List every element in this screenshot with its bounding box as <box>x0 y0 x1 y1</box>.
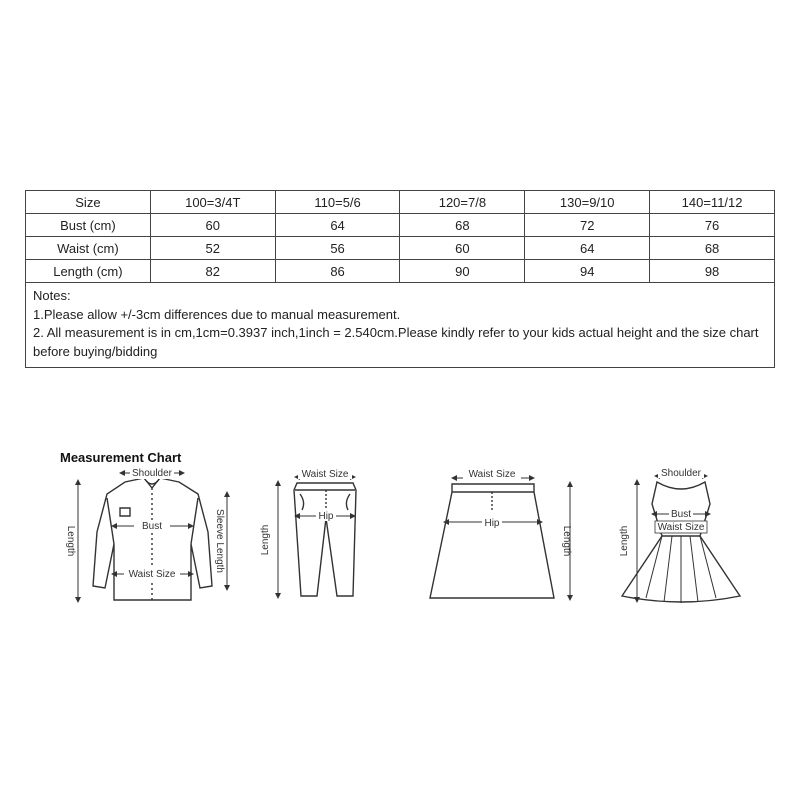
shirt-collar-icon <box>144 478 160 488</box>
table-cell: 68 <box>400 214 525 237</box>
table-cell: 86 <box>275 260 400 283</box>
skirt-length-label: Length <box>561 525 572 557</box>
dress-illustration <box>622 476 740 603</box>
table-cell: 64 <box>275 214 400 237</box>
table-cell: 72 <box>525 214 650 237</box>
header-cell: 120=7/8 <box>400 191 525 214</box>
header-cell: 100=3/4T <box>150 191 275 214</box>
shirt-armhole-right-icon <box>191 498 198 544</box>
dress-bust-label: Bust <box>670 509 692 520</box>
row-label: Length (cm) <box>26 260 151 283</box>
dress-shoulder-label: Shoulder <box>660 468 702 479</box>
table-row <box>26 214 775 237</box>
pants-pocket-right-icon <box>346 494 350 510</box>
header-cell: Size <box>26 191 151 214</box>
skirt-waist-label: Waist Size <box>468 469 516 480</box>
table-cell: 60 <box>400 237 525 260</box>
notes-cell <box>26 283 775 368</box>
shirt-bust-label: Bust <box>141 521 163 532</box>
header-cell: 110=5/6 <box>275 191 400 214</box>
shirt-armhole-left-icon <box>107 498 114 544</box>
table-row <box>26 260 775 283</box>
dress-length-label: Length <box>619 525 630 557</box>
table-cell: 90 <box>400 260 525 283</box>
shirt-sleeve-label: Sleeve Length <box>214 509 225 573</box>
shirt-length-label: Length <box>65 525 76 557</box>
pants-pocket-left-icon <box>300 494 304 510</box>
dress-pleats-icon <box>646 536 716 603</box>
table-cell: 52 <box>150 237 275 260</box>
notes-line-1: 1.Please allow +/-3cm differences due to manual measurement. <box>33 306 401 322</box>
notes-title: Notes: <box>33 288 71 303</box>
table-header-row <box>26 191 775 214</box>
skirt-illustration <box>430 478 570 598</box>
measurement-chart-illustrations <box>50 446 760 616</box>
measurement-chart-title: Measurement Chart <box>60 450 182 465</box>
shirt-illustration <box>78 473 227 600</box>
dress-waist-label: Waist Size <box>657 522 705 533</box>
shirt-waist-label: Waist Size <box>128 569 176 580</box>
table-cell: 68 <box>650 237 775 260</box>
row-label: Bust (cm) <box>26 214 151 237</box>
table-cell: 64 <box>525 237 650 260</box>
shirt-shoulder-label: Shoulder <box>131 468 173 479</box>
notes-row <box>26 283 775 368</box>
table-cell: 60 <box>150 214 275 237</box>
table-cell: 98 <box>650 260 775 283</box>
pants-waist-label: Waist Size <box>301 469 349 480</box>
table-row <box>26 237 775 260</box>
measurement-chart <box>50 446 760 616</box>
row-label: Waist (cm) <box>26 237 151 260</box>
shirt-pocket-icon <box>120 508 130 516</box>
header-cell: 130=9/10 <box>525 191 650 214</box>
table-cell: 76 <box>650 214 775 237</box>
table-cell: 56 <box>275 237 400 260</box>
skirt-hip-label: Hip <box>484 518 500 529</box>
table-cell: 82 <box>150 260 275 283</box>
pants-hip-label: Hip <box>318 511 334 522</box>
header-cell: 140=11/12 <box>650 191 775 214</box>
table-cell: 94 <box>525 260 650 283</box>
pants-length-label: Length <box>260 524 271 556</box>
size-table <box>25 190 775 368</box>
pants-illustration <box>278 477 356 596</box>
notes-line-2: 2. All measurement is in cm,1cm=0.3937 inch,1inch = 2.540cm.Please kindly refer to your kids actual height and the size chart before buying/bidding <box>33 325 759 359</box>
